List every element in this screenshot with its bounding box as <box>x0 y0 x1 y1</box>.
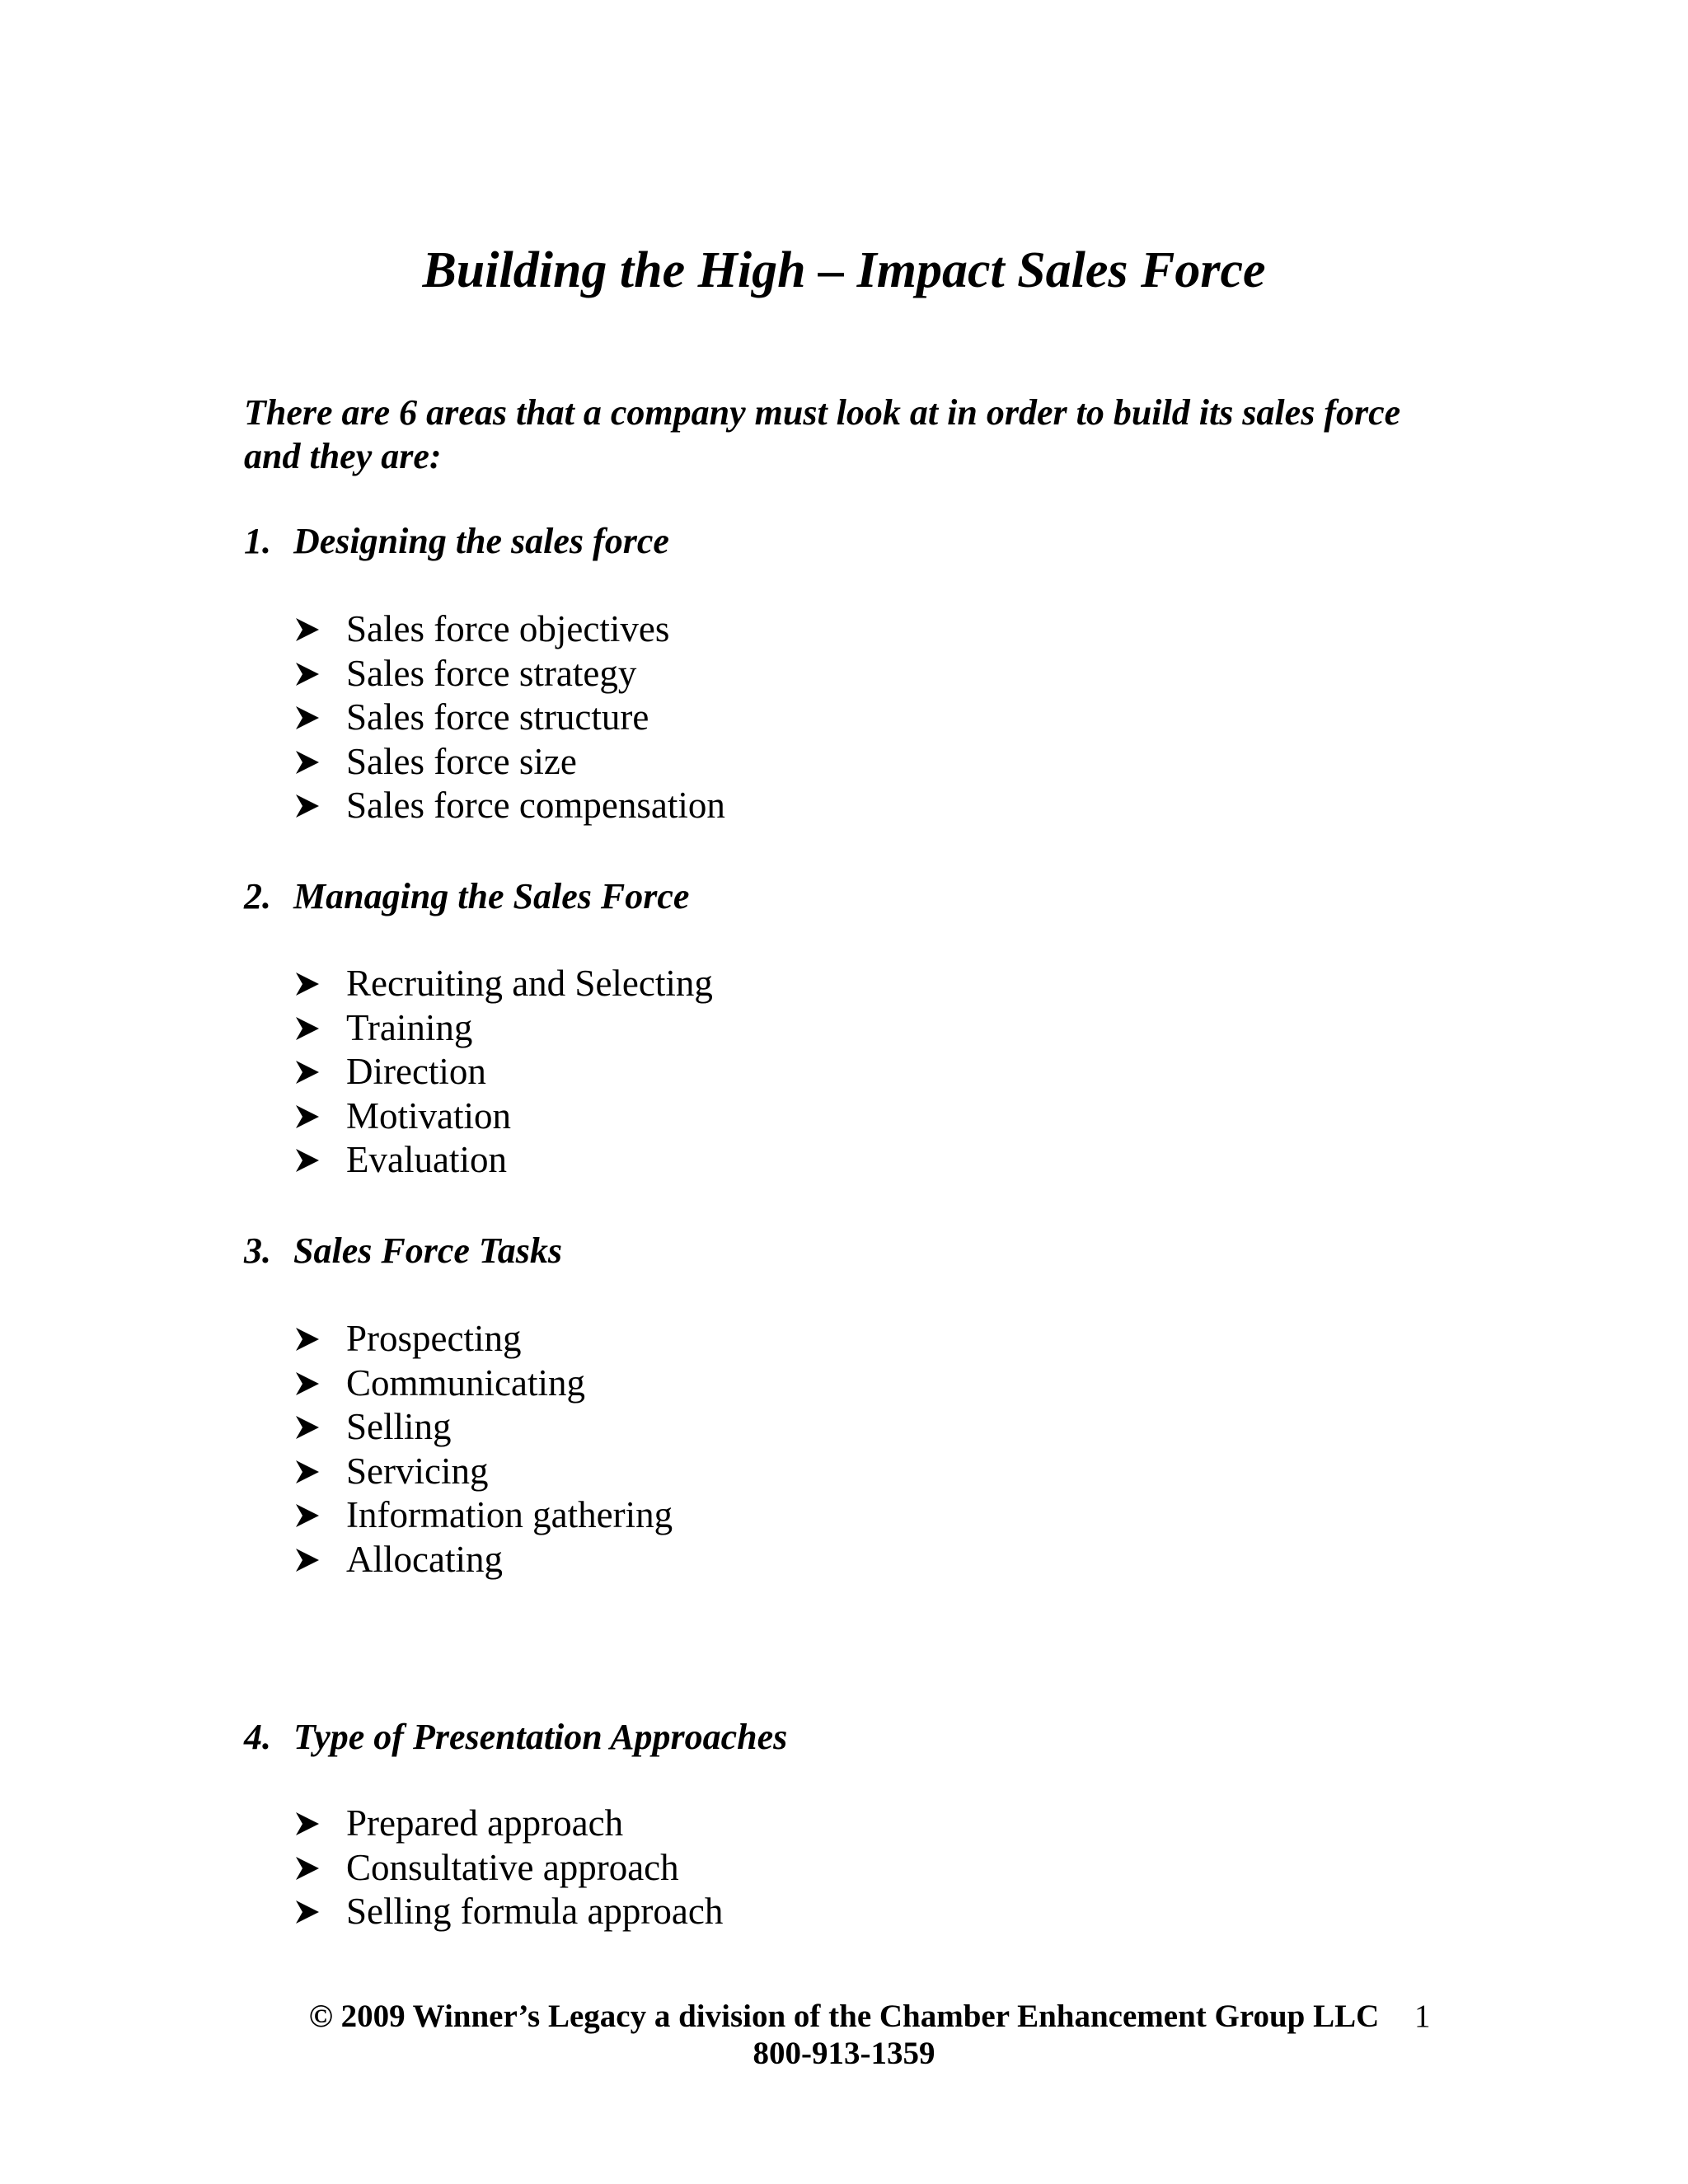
section-number: 4. <box>244 1717 271 1757</box>
list-item-label: Evaluation <box>346 1139 507 1180</box>
section-list-1 <box>295 607 725 828</box>
footer-copyright: © 2009 Winner’s Legacy a division of the Chamber Enhancement Group LLC <box>308 1999 1380 2034</box>
list-item-label: Prospecting <box>346 1318 522 1359</box>
list-item <box>295 1890 723 1934</box>
arrowhead-bullet-icon <box>295 1548 320 1572</box>
list-item-label: Prepared approach <box>346 1802 624 1844</box>
section-list-3 <box>295 1317 673 1582</box>
section-number: 1. <box>244 521 271 561</box>
section-heading-4 <box>244 1715 787 1759</box>
list-item-label: Training <box>346 1006 473 1048</box>
section-list-4 <box>295 1802 723 1934</box>
arrowhead-bullet-icon <box>295 1104 320 1129</box>
section-number: 2. <box>244 876 271 916</box>
list-item-label: Selling formula approach <box>346 1891 724 1932</box>
arrowhead-bullet-icon <box>295 972 320 996</box>
document-title: Building the High – Impact Sales Force <box>422 242 1266 298</box>
list-item <box>295 1006 713 1051</box>
list-item <box>295 1050 713 1094</box>
list-item <box>295 1405 673 1450</box>
list-item <box>295 607 725 652</box>
list-item <box>295 962 713 1006</box>
list-item <box>295 1094 713 1139</box>
section-title: Managing the Sales Force <box>293 876 690 916</box>
list-item <box>295 1802 723 1846</box>
arrowhead-bullet-icon <box>295 1503 320 1528</box>
section-heading-2 <box>244 874 689 918</box>
list-item-label: Communicating <box>346 1361 585 1404</box>
list-item <box>295 1138 713 1183</box>
list-item <box>295 784 725 828</box>
list-item-label: Sales force compensation <box>346 785 725 826</box>
arrowhead-bullet-icon <box>295 794 320 818</box>
arrowhead-bullet-icon <box>295 1148 320 1173</box>
list-item-label: Allocating <box>346 1538 503 1580</box>
list-item <box>295 1493 673 1538</box>
arrowhead-bullet-icon <box>295 1811 320 1836</box>
arrowhead-bullet-icon <box>295 1371 320 1396</box>
list-item <box>295 1538 673 1582</box>
list-item <box>295 696 725 740</box>
list-item <box>295 1450 673 1494</box>
list-item-label: Consultative approach <box>346 1846 679 1888</box>
list-item-label: Servicing <box>346 1450 489 1492</box>
section-title: Type of Presentation Approaches <box>293 1717 788 1757</box>
arrowhead-bullet-icon <box>295 705 320 730</box>
section-heading-3 <box>244 1229 562 1272</box>
list-item <box>295 1361 673 1406</box>
arrowhead-bullet-icon <box>295 1060 320 1085</box>
list-item-label: Sales force objectives <box>346 608 670 649</box>
arrowhead-bullet-icon <box>295 617 320 642</box>
arrowhead-bullet-icon <box>295 1460 320 1484</box>
list-item <box>295 1317 673 1361</box>
list-item-label: Sales force size <box>346 740 577 782</box>
list-item-label: Sales force structure <box>346 696 649 738</box>
list-item <box>295 740 725 785</box>
list-item-label: Direction <box>346 1051 486 1092</box>
section-list-2 <box>295 962 713 1183</box>
arrowhead-bullet-icon <box>295 1415 320 1440</box>
section-title: Designing the sales force <box>293 521 669 561</box>
list-item-label: Sales force strategy <box>346 652 637 694</box>
list-item-label: Recruiting and Selecting <box>346 963 713 1004</box>
list-item <box>295 1846 723 1891</box>
list-item <box>295 652 725 696</box>
arrowhead-bullet-icon <box>295 662 320 687</box>
list-item-label: Motivation <box>346 1094 511 1137</box>
arrowhead-bullet-icon <box>295 1856 320 1881</box>
list-item-label: Selling <box>346 1406 452 1447</box>
arrowhead-bullet-icon <box>295 750 320 775</box>
arrowhead-bullet-icon <box>295 1327 320 1352</box>
list-item-label: Information gathering <box>346 1494 673 1535</box>
intro-paragraph: There are 6 areas that a company must look at in order to build its sales force and they are: <box>244 392 1401 476</box>
section-title: Sales Force Tasks <box>293 1230 562 1271</box>
section-heading-1 <box>244 519 669 563</box>
arrowhead-bullet-icon <box>295 1016 320 1041</box>
section-number: 3. <box>244 1230 271 1271</box>
footer-phone: 800-913-1359 <box>753 2036 935 2071</box>
page-number: 1 <box>1414 1999 1431 2034</box>
arrowhead-bullet-icon <box>295 1900 320 1924</box>
